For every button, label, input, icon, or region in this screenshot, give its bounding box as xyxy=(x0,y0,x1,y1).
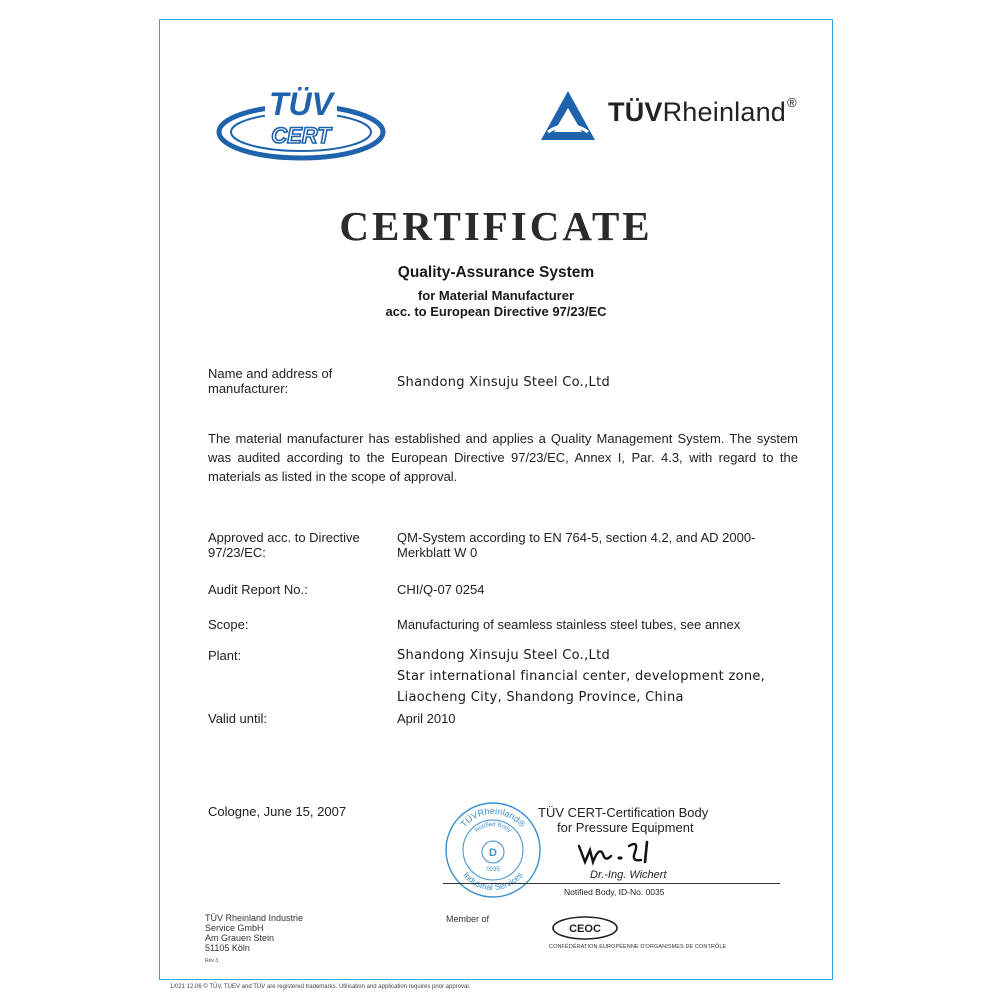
svg-text:Notified Body xyxy=(474,822,512,834)
svg-text:D: D xyxy=(489,847,497,859)
scope-value: Manufacturing of seamless stainless steel tubes, see annex xyxy=(397,617,741,632)
audit-label: Audit Report No.: xyxy=(208,582,308,597)
subtitle-line-1: Quality-Assurance System xyxy=(397,264,595,281)
footer-address: TÜV Rheinland Industrie Service GmbH Am Grauen Stein 51105 Köln xyxy=(205,913,304,953)
stamp-bottom-text: Industrial Services xyxy=(461,869,525,893)
signatory-name: Dr.-Ing. Wichert xyxy=(590,869,667,881)
scope-label: Scope: xyxy=(208,617,249,632)
member-of: Member of xyxy=(446,914,490,924)
signature xyxy=(575,832,675,872)
approved-value: QM-System according to EN 764-5, section 4.2, and AD 2000- Merkblatt W 0 xyxy=(397,530,756,560)
audit-value: CHI/Q-07 0254 xyxy=(397,582,485,597)
tuv-rheinland-wordmark: TÜVRheinland® xyxy=(608,95,797,127)
signature-line xyxy=(443,883,780,884)
manufacturer-value: Shandong Xinsuju Steel Co.,Ltd xyxy=(397,375,611,390)
certification-body: TÜV CERT-Certification Body for Pressure Equipment xyxy=(538,805,709,835)
tuv-cert-logo xyxy=(215,85,387,165)
valid-label: Valid until: xyxy=(208,711,268,726)
ceoc-logo xyxy=(551,915,619,941)
stamp-inner-text: Notified Body xyxy=(474,821,512,834)
footer-rev: Rev 3 xyxy=(205,958,219,964)
subtitle-line-3: acc. to European Directive 97/23/EC xyxy=(385,304,607,319)
plant-label: Plant: xyxy=(208,648,242,663)
stamp-id: 0035 xyxy=(486,867,500,873)
legal-notice: 1/021 12.06 © TÜV, TUEV and TÜV are registered trademarks. Utilisation and application requires prior approval. xyxy=(170,984,471,990)
tuv-cert-logo-top: TÜV xyxy=(269,86,333,122)
tuv-cert-logo-bottom: CERT xyxy=(271,123,331,148)
notified-body-id: Notified Body, ID-No. 0035 xyxy=(564,887,665,897)
manufacturer-label: Name and address of manufacturer: xyxy=(208,366,333,396)
valid-value: April 2010 xyxy=(397,711,456,726)
place-date: Cologne, June 15, 2007 xyxy=(208,804,347,819)
svg-text:Industrial Services xyxy=(461,870,524,892)
subtitle-line-2: for Material Manufacturer xyxy=(417,288,575,303)
notified-body-stamp xyxy=(443,800,543,900)
tuv-rheinland-triangle-icon xyxy=(538,88,598,143)
statement-paragraph: The material manufacturer has established and applies a Quality Management System. The system was audited according to the European Directive 97/23/EC, Annex I, Par. 4.3, with regard to the materials as listed in the scope of approval. xyxy=(208,431,798,484)
ceoc-full-name: CONFÉDÉRATION EUROPÉENNE D'ORGANISMES DE CONTRÔLE xyxy=(549,944,727,950)
certificate-title: CERTIFICATE xyxy=(339,203,653,249)
stamp-top-text: TÜVRheinland® xyxy=(458,805,528,830)
ceoc-logo-text: CEOC xyxy=(569,923,601,935)
plant-value: Shandong Xinsuju Steel Co.,Ltd Star international financial center, development zone, Liaocheng City, Shandong Province, China xyxy=(397,648,766,705)
approved-label: Approved acc. to Directive 97/23/EC: xyxy=(208,530,360,560)
